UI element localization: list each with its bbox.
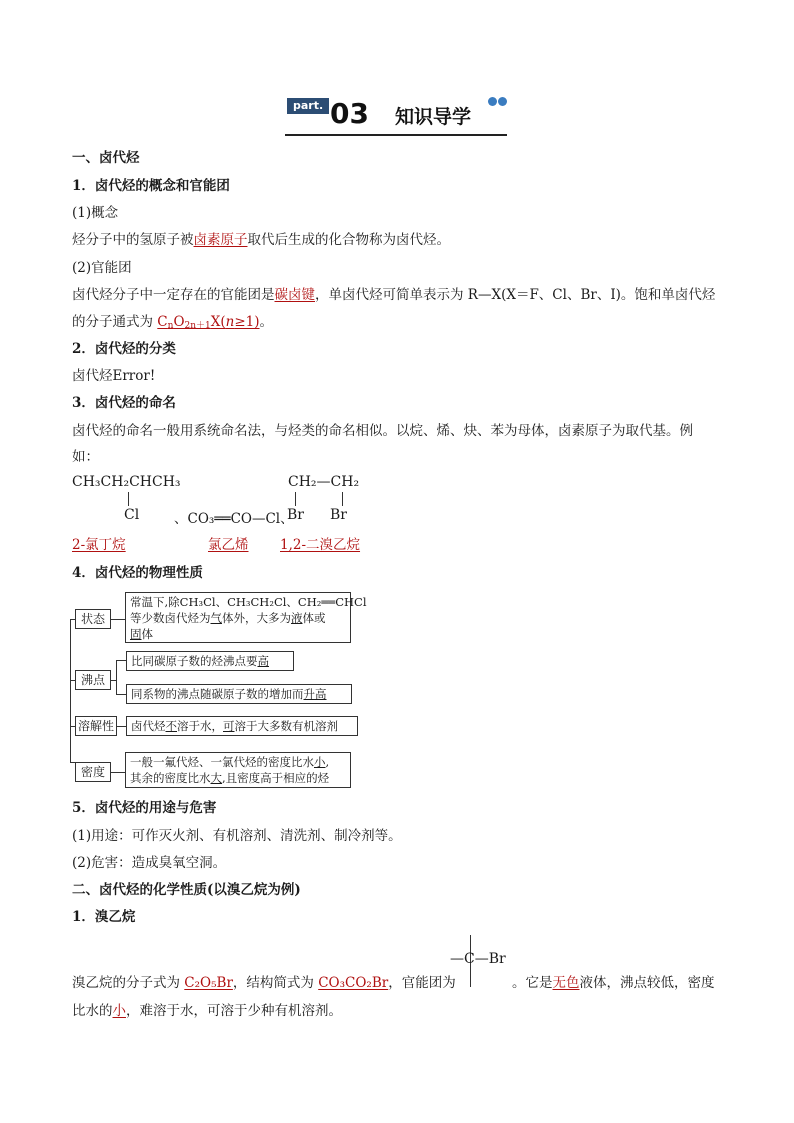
connector bbox=[111, 619, 125, 620]
text: 液 bbox=[291, 611, 303, 625]
text: 不 bbox=[165, 719, 177, 733]
heading-1: 一、卤代烃 bbox=[72, 150, 140, 166]
trunk-line bbox=[70, 619, 71, 762]
name-vinyl-chloride: 氯乙烯 bbox=[208, 537, 249, 553]
text: 可 bbox=[223, 719, 235, 733]
text bbox=[130, 626, 346, 642]
answer-fill: C₂O₅Br bbox=[184, 975, 233, 991]
structure-br-left: Br bbox=[287, 507, 304, 523]
bond-line bbox=[128, 492, 129, 506]
subheading-1-2: 2．卤代烃的分类 bbox=[72, 341, 176, 357]
properties-diagram bbox=[72, 590, 367, 790]
answer-fill: 碳卤键 bbox=[274, 287, 315, 303]
answer-fill: CO₃CO₂Br bbox=[318, 975, 389, 991]
answer-fill: 小 bbox=[112, 1003, 126, 1019]
bromoethane-paragraph-line1-end bbox=[512, 973, 715, 993]
text: 比水的 bbox=[72, 1003, 113, 1019]
naming-text-line1: 卤代烃的命名一般用系统命名法，与烃类的命名相似。以烷、烯、炔、苯为母体，卤素原子为取代基。例 bbox=[72, 423, 693, 439]
label-solubility: 溶解性 bbox=[75, 716, 117, 736]
fg-paragraph-line1 bbox=[72, 285, 715, 305]
text: 体 bbox=[141, 627, 153, 641]
structure-br-right: Br bbox=[330, 507, 347, 523]
text: 升高 bbox=[303, 687, 327, 701]
text: 比同碳原子数的烃沸点要 bbox=[131, 654, 258, 668]
text: 一般一氟代烃、一氯代烃的密度比水 bbox=[130, 755, 314, 769]
text: 的分子通式为 bbox=[72, 314, 158, 330]
text: 。 bbox=[259, 314, 274, 330]
subheading-1-3: 3．卤代烃的命名 bbox=[72, 395, 176, 411]
text: 取代后生成的化合物称为卤代烃。 bbox=[247, 232, 450, 248]
naming-text-line2: 如： bbox=[72, 449, 99, 465]
bp-box-1 bbox=[126, 651, 294, 671]
concept-paragraph bbox=[72, 230, 450, 250]
answer-fill: 卤素原子 bbox=[193, 232, 248, 248]
functional-group-cbr: —C—Br bbox=[450, 951, 506, 967]
bracket-line bbox=[116, 660, 117, 694]
harm-text: (2)危害：造成臭氧空洞。 bbox=[72, 855, 227, 871]
structure-cl: Cl bbox=[124, 507, 140, 523]
text: n bbox=[167, 321, 174, 331]
text: 液体，沸点较低，密度 bbox=[579, 975, 715, 991]
classification-text: 卤代烃Error! bbox=[72, 368, 156, 384]
structure-2-chlorobutane: CH₃CH₂CHCH₃ bbox=[72, 474, 181, 490]
section-title: 知识导学 bbox=[395, 106, 472, 128]
text: ，官能团为 bbox=[388, 975, 456, 991]
text: ，难溶于水，可溶于少种有机溶剂。 bbox=[126, 1003, 342, 1019]
text: 高 bbox=[257, 654, 269, 668]
text: 溶于水， bbox=[177, 719, 223, 733]
text: 气 bbox=[210, 611, 222, 625]
text: 2n＋1 bbox=[184, 321, 211, 331]
text: 烃分子中的氢原子被 bbox=[72, 232, 194, 248]
text: 卤代烃分子中一定存在的官能团是 bbox=[72, 287, 275, 303]
structure-dibromoethane: CH₂—CH₂ bbox=[288, 474, 360, 490]
label-boiling-point: 沸点 bbox=[75, 670, 111, 690]
connector bbox=[117, 726, 126, 727]
label-state: 状态 bbox=[75, 609, 111, 629]
text: 同系物的沸点随碳原子数的增加而 bbox=[131, 687, 304, 701]
text: C bbox=[157, 314, 168, 330]
text: 卤代烃 bbox=[131, 719, 166, 733]
part-badge: part. bbox=[287, 98, 329, 114]
density-box bbox=[125, 752, 351, 788]
text bbox=[130, 754, 346, 770]
label-density: 密度 bbox=[75, 762, 111, 782]
text bbox=[130, 610, 346, 626]
connector bbox=[111, 680, 117, 681]
state-box bbox=[125, 592, 367, 643]
subheading-2-1: 1．溴乙烷 bbox=[72, 909, 136, 925]
connector bbox=[111, 772, 125, 773]
header-rule bbox=[285, 134, 507, 136]
bromoethane-paragraph-line1 bbox=[72, 973, 456, 993]
subheading-1-1: 1．卤代烃的概念和官能团 bbox=[72, 178, 230, 194]
text: 等少数卤代烃为 bbox=[130, 611, 211, 625]
text: n bbox=[225, 314, 235, 330]
name-2-chlorobutane: 2-氯丁烷 bbox=[72, 537, 126, 553]
connector bbox=[116, 660, 126, 661]
text: 常温下,除CH₃Cl、CH₃CH₂Cl、CH₂══CHCl bbox=[130, 595, 367, 609]
subheading-1-5: 5．卤代烃的用途与危害 bbox=[72, 800, 217, 816]
text: ，单卤代烃可简单表示为 R—X(X＝F、Cl、Br、I)。饱和单卤代烃 bbox=[315, 287, 716, 303]
decor-dot-icon bbox=[498, 97, 507, 106]
text: , bbox=[325, 755, 330, 769]
label-concept: (1)概念 bbox=[72, 205, 119, 221]
text: ,且密度高于相应的烃 bbox=[222, 771, 330, 785]
solubility-box bbox=[126, 716, 358, 736]
answer-fill: 无色 bbox=[552, 975, 580, 991]
bond-line bbox=[295, 492, 296, 506]
text: 其余的密度比水 bbox=[130, 771, 211, 785]
label-functional-group: (2)官能团 bbox=[72, 260, 132, 276]
bp-box-2 bbox=[126, 684, 352, 704]
text: 体外，大多为 bbox=[222, 611, 291, 625]
part-number: 03 bbox=[330, 97, 369, 130]
text: ≥1) bbox=[234, 314, 260, 330]
subheading-1-4: 4．卤代烃的物理性质 bbox=[72, 565, 203, 581]
general-formula bbox=[157, 314, 259, 330]
bromoethane-paragraph-line2 bbox=[72, 1001, 342, 1021]
structure-vinyl-chloride: 、CO₃══CO—Cl、 bbox=[174, 511, 294, 527]
bond-line bbox=[342, 492, 343, 506]
text: ，结构简式为 bbox=[232, 975, 319, 991]
name-dibromoethane: 1,2-二溴乙烷 bbox=[280, 537, 361, 553]
text: O bbox=[173, 314, 185, 330]
text: 大 bbox=[210, 771, 222, 785]
text: 体或 bbox=[302, 611, 326, 625]
text: 溶于大多数有机溶剂 bbox=[234, 719, 338, 733]
heading-2: 二、卤代烃的化学性质(以溴乙烷为例) bbox=[72, 882, 301, 898]
text bbox=[130, 770, 346, 786]
fg-paragraph-line2 bbox=[72, 312, 273, 336]
text: 固 bbox=[130, 627, 142, 641]
uses-text: (1)用途：可作灭火剂、有机溶剂、清洗剂、制冷剂等。 bbox=[72, 828, 402, 844]
connector bbox=[116, 694, 126, 695]
text: 溴乙烷的分子式为 bbox=[72, 975, 185, 991]
text: 。它是 bbox=[512, 975, 553, 991]
decor-dot-icon bbox=[488, 97, 497, 106]
text: 小 bbox=[314, 755, 326, 769]
text: X( bbox=[210, 314, 226, 330]
